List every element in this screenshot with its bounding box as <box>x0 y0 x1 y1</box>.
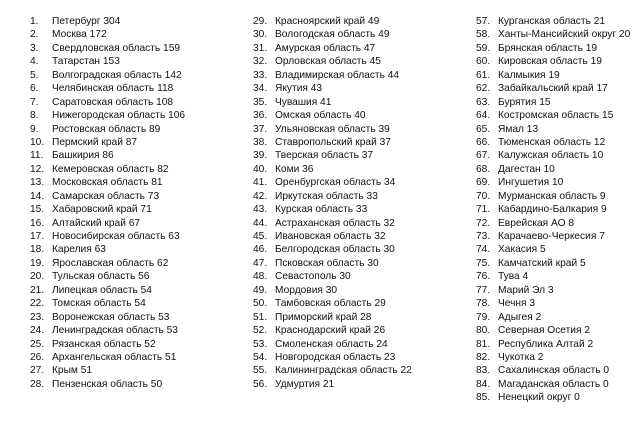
list-item-number: 51. <box>253 311 268 323</box>
list-item-number: 29. <box>253 16 268 27</box>
list-item-text: Удмуртия 21 <box>275 378 335 390</box>
list-item-number: 78. <box>476 298 491 310</box>
list-item-number: 31. <box>253 42 268 54</box>
list-item <box>476 324 630 337</box>
list-item <box>30 257 185 270</box>
list-item-text: Пермский край 87 <box>52 136 138 148</box>
list-item-text: Ярославская область 62 <box>52 257 169 269</box>
list-item-text: Ульяновская область 39 <box>275 123 390 135</box>
list-item-text: Ямал 13 <box>498 123 539 135</box>
list-item <box>253 351 412 364</box>
ranking-column-2 <box>253 15 412 391</box>
list-item-number: 64. <box>476 110 491 122</box>
list-item-number: 56. <box>253 378 268 390</box>
list-item <box>253 15 412 28</box>
list-item <box>253 82 412 95</box>
list-item-text: Орловская область 45 <box>275 56 381 68</box>
list-item <box>253 28 412 41</box>
list-item-number: 69. <box>476 177 491 189</box>
list-item <box>476 297 630 310</box>
list-item-number: 32. <box>253 56 268 68</box>
list-item-text: Приморский край 28 <box>275 311 372 323</box>
list-item-text: Волгоградская область 142 <box>52 69 182 81</box>
list-item-text: Алтайский край 67 <box>52 217 141 229</box>
list-item-number: 6. <box>30 83 39 95</box>
list-item <box>253 311 412 324</box>
list-item-number: 35. <box>253 96 268 108</box>
list-item-number: 20. <box>30 271 45 283</box>
list-item-number: 45. <box>253 231 268 242</box>
list-item <box>253 243 412 256</box>
list-item-number: 75. <box>476 257 491 269</box>
list-item-text: Курганская область 21 <box>498 16 606 27</box>
list-item-number: 43. <box>253 204 268 216</box>
list-item <box>30 55 185 68</box>
list-item <box>30 82 185 95</box>
list-item-text: Мурманская область 9 <box>498 190 606 202</box>
list-item <box>476 163 630 176</box>
list-item <box>253 324 412 337</box>
list-item-number: 7. <box>30 96 39 108</box>
list-item-number: 34. <box>253 83 268 95</box>
list-item-number: 42. <box>253 190 268 202</box>
list-item-text: Сахалинская область 0 <box>498 365 610 377</box>
list-item <box>253 338 412 351</box>
list-item-text: Самарская область 73 <box>52 190 160 202</box>
list-item <box>476 203 630 216</box>
list-item-text: Кемеровская область 82 <box>52 163 169 175</box>
list-item-text: Кабардино-Балкария 9 <box>498 204 607 216</box>
list-item-text: Иркутская область 33 <box>275 190 378 202</box>
list-item-text: Карелия 63 <box>52 244 106 256</box>
list-item-text: Карачаево-Черкесия 7 <box>498 231 605 242</box>
list-item-text: Калининградская область 22 <box>275 365 412 377</box>
list-item-number: 58. <box>476 29 491 41</box>
list-item <box>476 28 630 41</box>
list-item-text: Тверская область 37 <box>275 150 374 162</box>
list-item <box>30 364 185 377</box>
list-item-number: 74. <box>476 244 491 256</box>
list-item <box>30 217 185 230</box>
list-item-number: 68. <box>476 163 491 175</box>
list-item-number: 3. <box>30 42 39 54</box>
list-item-text: Калмыкия 19 <box>498 69 560 81</box>
list-item <box>253 136 412 149</box>
list-item-text: Томская область 54 <box>52 298 146 310</box>
list-item <box>253 203 412 216</box>
list-item-number: 70. <box>476 190 491 202</box>
list-item-number: 49. <box>253 284 268 296</box>
list-item-number: 83. <box>476 365 491 377</box>
list-item-number: 76. <box>476 271 491 283</box>
list-item-number: 59. <box>476 42 491 54</box>
list-item <box>253 230 412 243</box>
list-item-number: 15. <box>30 204 45 216</box>
list-item-text: Липецкая область 54 <box>52 284 152 296</box>
list-item-text: Тульская область 56 <box>52 271 150 283</box>
list-item-number: 79. <box>476 311 491 323</box>
list-item-number: 84. <box>476 378 491 390</box>
list-item <box>30 149 185 162</box>
list-item-text: Хабаровский край 71 <box>52 204 152 216</box>
list-item <box>476 364 630 377</box>
list-item <box>30 297 185 310</box>
list-item-number: 19. <box>30 257 45 269</box>
list-item <box>476 311 630 324</box>
list-item <box>476 55 630 68</box>
list-item <box>253 270 412 283</box>
list-item-number: 33. <box>253 69 268 81</box>
list-item-number: 40. <box>253 163 268 175</box>
list-item-number: 8. <box>30 110 39 122</box>
list-item-number: 48. <box>253 271 268 283</box>
list-item-text: Тюменская область 12 <box>498 136 606 148</box>
list-item <box>30 28 185 41</box>
list-item-text: Бурятия 15 <box>498 96 551 108</box>
list-item-number: 36. <box>253 110 268 122</box>
list-item <box>476 42 630 55</box>
list-item-text: Забайкальский край 17 <box>498 83 608 95</box>
list-item-number: 82. <box>476 351 491 363</box>
list-item <box>30 230 185 243</box>
list-item <box>30 96 185 109</box>
list-item-number: 22. <box>30 298 45 310</box>
list-item-text: Московская область 81 <box>52 177 163 189</box>
list-item-number: 17. <box>30 231 45 242</box>
list-item-text: Саратовская область 108 <box>52 96 174 108</box>
list-item-text: Брянская область 19 <box>498 42 598 54</box>
list-item-number: 85. <box>476 392 491 404</box>
list-item-text: Красноярский край 49 <box>275 16 380 27</box>
list-item-number: 41. <box>253 177 268 189</box>
list-item-number: 37. <box>253 123 268 135</box>
list-item-text: Владимирская область 44 <box>275 69 400 81</box>
list-item <box>253 176 412 189</box>
list-item-text: Псковская область 30 <box>275 257 379 269</box>
list-item <box>476 190 630 203</box>
list-item-number: 28. <box>30 378 45 390</box>
list-item-number: 4. <box>30 56 39 68</box>
ranking-column-3 <box>476 15 630 405</box>
list-item-text: Смоленская область 24 <box>275 338 388 350</box>
list-item-text: Ростовская область 89 <box>52 123 161 135</box>
list-item-text: Марий Эл 3 <box>498 284 554 296</box>
list-item-text: Еврейская АО 8 <box>498 217 575 229</box>
list-item-text: Ненецкий округ 0 <box>498 392 580 404</box>
list-item-text: Ленинградская область 53 <box>52 325 178 337</box>
list-item <box>253 257 412 270</box>
list-item <box>253 55 412 68</box>
list-item <box>253 190 412 203</box>
list-item <box>253 109 412 122</box>
list-item <box>253 284 412 297</box>
list-item <box>30 190 185 203</box>
list-item <box>476 351 630 364</box>
list-item-number: 18. <box>30 244 45 256</box>
list-item <box>476 123 630 136</box>
list-item <box>476 69 630 82</box>
list-item <box>476 284 630 297</box>
list-item-text: Чувашия 41 <box>275 96 332 108</box>
ranking-column-1 <box>30 15 185 391</box>
list-item-text: Ивановская область 32 <box>275 231 386 242</box>
list-item-number: 39. <box>253 150 268 162</box>
list-item-number: 13. <box>30 177 45 189</box>
list-item-text: Северная Осетия 2 <box>498 325 591 337</box>
list-item-number: 80. <box>476 325 491 337</box>
list-item-number: 44. <box>253 217 268 229</box>
list-item-text: Свердловская область 159 <box>52 42 181 54</box>
list-item-number: 47. <box>253 257 268 269</box>
list-item-number: 55. <box>253 365 268 377</box>
list-item-text: Краснодарский край 26 <box>275 325 386 337</box>
list-item <box>30 123 185 136</box>
list-item-text: Чечня 3 <box>498 298 536 310</box>
list-item <box>30 338 185 351</box>
list-item-text: Рязанская область 52 <box>52 338 156 350</box>
list-item-number: 72. <box>476 217 491 229</box>
list-item-text: Коми 36 <box>275 163 314 175</box>
list-item <box>476 243 630 256</box>
list-item <box>253 364 412 377</box>
list-item-text: Архангельская область 51 <box>52 351 177 363</box>
list-item-text: Татарстан 153 <box>52 56 120 68</box>
list-item-number: 1. <box>30 16 39 27</box>
list-item-number: 54. <box>253 351 268 363</box>
list-item <box>253 297 412 310</box>
list-item-text: Оренбургская область 34 <box>275 177 396 189</box>
list-item-text: Магаданская область 0 <box>498 378 609 390</box>
list-item-text: Воронежская область 53 <box>52 311 170 323</box>
list-item <box>30 15 185 28</box>
list-item-text: Чукотка 2 <box>498 351 544 363</box>
list-item <box>476 149 630 162</box>
list-item-text: Калужская область 10 <box>498 150 604 162</box>
list-item-text: Омская область 40 <box>275 110 366 122</box>
list-item <box>30 163 185 176</box>
list-item-text: Дагестан 10 <box>498 163 555 175</box>
list-item-number: 10. <box>30 136 45 148</box>
list-item-number: 12. <box>30 163 45 175</box>
list-item-text: Мордовия 30 <box>275 284 338 296</box>
list-item-number: 81. <box>476 338 491 350</box>
list-item <box>30 176 185 189</box>
list-item-text: Челябинская область 118 <box>52 83 174 95</box>
list-item-text: Ханты-Мансийский округ 20 <box>498 29 631 41</box>
list-item-text: Севастополь 30 <box>275 271 351 283</box>
list-item-text: Камчатский край 5 <box>498 257 586 269</box>
list-item <box>30 324 185 337</box>
list-item-number: 46. <box>253 244 268 256</box>
list-item <box>30 69 185 82</box>
list-item-text: Якутия 43 <box>275 83 323 95</box>
list-item-text: Тува 4 <box>498 271 529 283</box>
list-item <box>30 42 185 55</box>
list-item <box>30 311 185 324</box>
list-item-number: 66. <box>476 136 491 148</box>
list-item-number: 73. <box>476 231 491 242</box>
list-item <box>476 338 630 351</box>
list-item-text: Хакасия 5 <box>498 244 546 256</box>
list-item-number: 50. <box>253 298 268 310</box>
list-item <box>476 378 630 391</box>
list-item-number: 16. <box>30 217 45 229</box>
list-item-number: 14. <box>30 190 45 202</box>
list-item-text: Москва 172 <box>52 29 107 41</box>
list-item-text: Новгородская область 23 <box>275 351 396 363</box>
list-item <box>476 230 630 243</box>
list-item-text: Ингушетия 10 <box>498 177 564 189</box>
list-item <box>476 82 630 95</box>
list-item <box>476 96 630 109</box>
list-item-text: Новосибирская область 63 <box>52 231 180 242</box>
list-item <box>476 257 630 270</box>
list-item <box>253 149 412 162</box>
list-item-number: 2. <box>30 29 39 41</box>
list-item <box>30 109 185 122</box>
list-item-number: 25. <box>30 338 45 350</box>
list-item-text: Курская область 33 <box>275 204 368 216</box>
list-item-text: Тамбовская область 29 <box>275 298 386 310</box>
list-item <box>30 378 185 391</box>
list-item <box>253 96 412 109</box>
list-item-text: Вологодская область 49 <box>275 29 390 41</box>
list-item <box>253 163 412 176</box>
list-item-number: 77. <box>476 284 491 296</box>
list-item <box>476 270 630 283</box>
list-item-number: 71. <box>476 204 491 216</box>
list-item <box>30 203 185 216</box>
list-item-number: 9. <box>30 123 39 135</box>
list-item-number: 11. <box>30 150 44 162</box>
list-item-text: Адыгея 2 <box>498 311 542 323</box>
list-item <box>30 284 185 297</box>
list-item-number: 26. <box>30 351 45 363</box>
list-item-number: 24. <box>30 325 45 337</box>
list-item-text: Амурская область 47 <box>275 42 376 54</box>
list-item-text: Нижегородская область 106 <box>52 110 186 122</box>
list-item <box>476 15 630 28</box>
list-item <box>476 217 630 230</box>
list-item-number: 62. <box>476 83 491 95</box>
list-item-number: 38. <box>253 136 268 148</box>
list-item <box>253 217 412 230</box>
list-item-number: 63. <box>476 96 491 108</box>
list-item-number: 30. <box>253 29 268 41</box>
list-item <box>253 42 412 55</box>
list-item-number: 27. <box>30 365 45 377</box>
list-item-text: Пензенская область 50 <box>52 378 163 390</box>
list-item-number: 57. <box>476 16 491 27</box>
list-item <box>30 270 185 283</box>
list-item-number: 5. <box>30 69 39 81</box>
list-item-number: 53. <box>253 338 268 350</box>
list-item <box>476 391 630 404</box>
list-item-number: 65. <box>476 123 491 135</box>
list-item <box>476 109 630 122</box>
list-item-number: 52. <box>253 325 268 337</box>
list-item-number: 61. <box>476 69 491 81</box>
list-item-number: 60. <box>476 56 491 68</box>
list-item <box>253 378 412 391</box>
list-item-text: Крым 51 <box>52 365 93 377</box>
list-item-number: 21. <box>30 284 45 296</box>
list-item-text: Республика Алтай 2 <box>498 338 594 350</box>
list-item-text: Кировская область 19 <box>498 56 602 68</box>
list-item <box>253 123 412 136</box>
list-item-text: Башкирия 86 <box>52 150 114 162</box>
list-item <box>30 351 185 364</box>
list-item <box>30 136 185 149</box>
list-item <box>476 176 630 189</box>
list-item-text: Костромская область 15 <box>498 110 614 122</box>
list-item <box>476 136 630 149</box>
list-item-text: Ставропольский край 37 <box>275 136 391 148</box>
list-item-text: Астраханская область 32 <box>275 217 395 229</box>
list-item-number: 67. <box>476 150 491 162</box>
list-item <box>30 243 185 256</box>
list-item-text: Белгородская область 30 <box>275 244 395 256</box>
list-item-number: 23. <box>30 311 45 323</box>
list-item-text: Петербург 304 <box>52 16 121 27</box>
list-item <box>253 69 412 82</box>
